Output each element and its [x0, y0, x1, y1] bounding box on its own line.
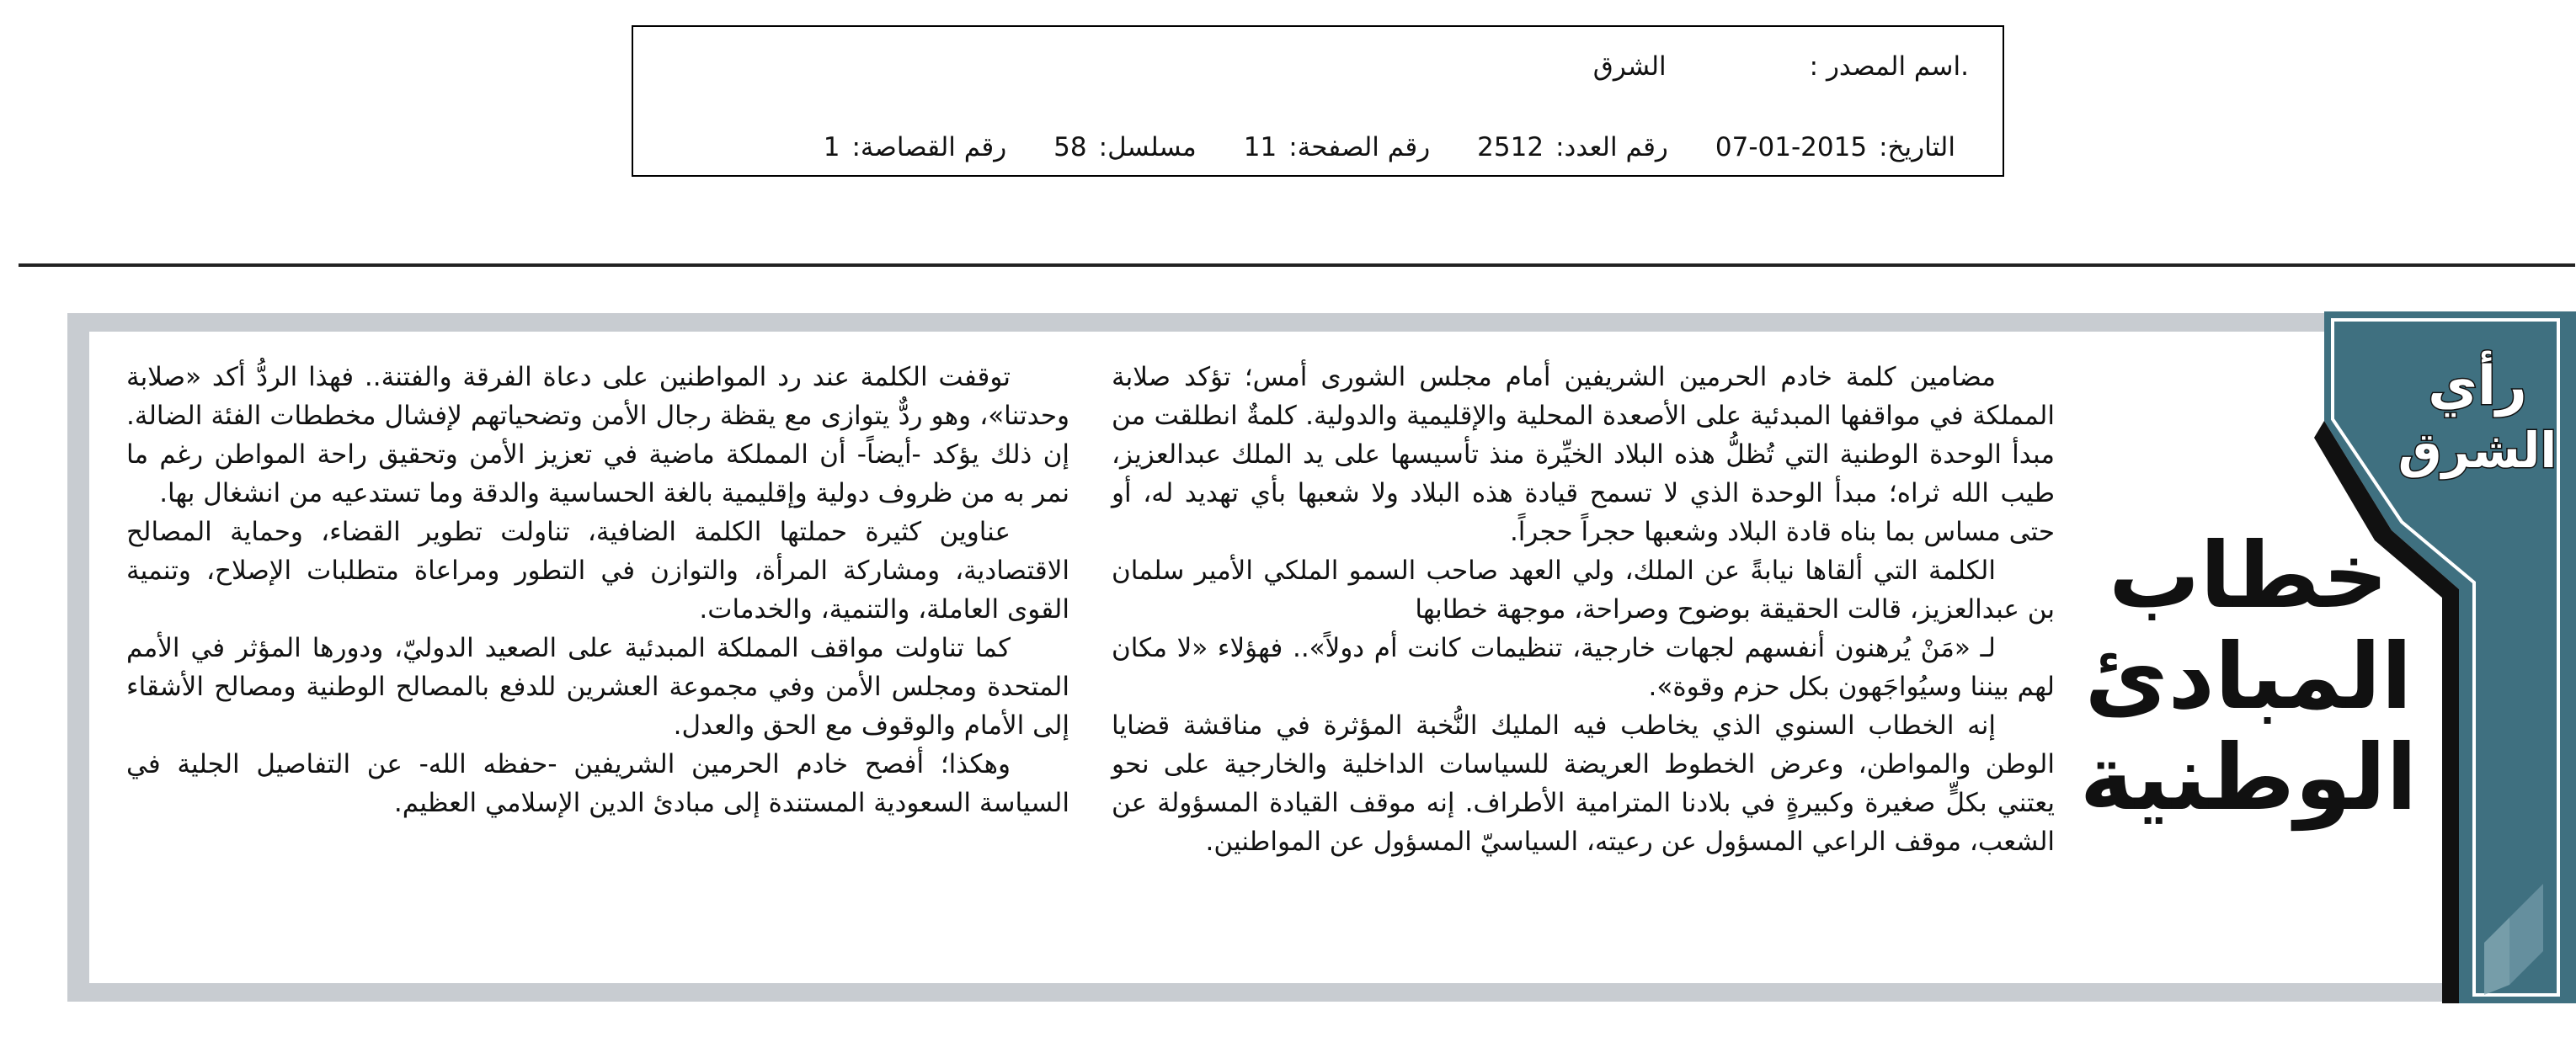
headline-line1: خطاب [2108, 524, 2389, 629]
source-label: .اسم المصدر : [1809, 51, 1969, 82]
serial-value: 58 [1053, 132, 1087, 162]
paragraph: كما تناولت مواقف المملكة المبدئية على الصعيد الدوليّ، ودورها المؤثر في الأمم المتحدة ومجلس الأمن وفي مجموعة العشرين للدفع بالمصالح الوطنية ومصالح الأشقاء إلى الأمام والوقوف مع الحق والعدل. [126, 633, 1069, 741]
paragraph: توقفت الكلمة عند رد المواطنين على دعاة الفرقة والفتنة.. فهذا الردُّ أكد «صلابة وحدتنا»، وهو ردٌّ يتوازى مع يقظة رجال الأمن وتضحياتهم لإفشال مخططات الفئة الضالة. إن ذلك يؤكد -أيضاً- أن المملكة ماضية في تعزيز الأمن وتحقيق راحة المواطن رغم ما نمر به من ظروف دولية وإقليمية بالغة الحساسية والدقة وما تستدعيه من انشغال بها. [126, 362, 1069, 508]
paragraph: إنه الخطاب السنوي الذي يخاطب فيه المليك النُّخبة المؤثرة في مناقشة قضايا الوطن والمواطن، وعرض الخطوط العريضة للسياسات الداخلية والخارجية على نحو يعتني بكلٍّ صغيرة وكبيرةٍ في بلادنا المترامية الأطراف. إنه موقف القيادة المسؤولة عن الشعب، موقف الراعي المسؤول عن رعيته، السياسيّ المسؤول عن المواطنين. [1112, 710, 2055, 857]
issue-value: 2512 [1477, 132, 1544, 162]
article-headline [2072, 526, 2425, 829]
paragraph: وهكذا؛ أفصح خادم الحرمين الشريفين -حفظه الله- عن التفاصيل الجلية في السياسة السعودية المستندة إلى مبادئ الدين الإسلامي العظيم. [126, 749, 1069, 818]
article-column-right [1112, 358, 2055, 861]
date-label: التاريخ: [1879, 132, 1955, 162]
issue-label: رقم العدد: [1555, 132, 1668, 162]
date-value: 2015-01-07 [1715, 132, 1868, 162]
paragraph: مضامين كلمة خادم الحرمين الشريفين أمام مجلس الشورى أمس؛ تؤكد صلابة المملكة في مواقفها المبدئية على الأصعدة المحلية والإقليمية والدولية. كلمةٌ انطلقت من مبدأ الوحدة الوطنية التي تُظلُّ هذه البلاد الخيِّرة منذ تأسيسها على يد الملك عبدالعزيز، طيب الله ثراه؛ مبدأ الوحدة الذي لا تسمح قيادة هذه البلاد ولا شعبها بأي تهديد له، أو حتى مساس بما بناه قادة البلاد وشعبها حجراً حجراً. [1112, 362, 2055, 547]
paragraph: عناوين كثيرة حملتها الكلمة الضافية، تناولت تطوير القضاء، وحماية المصالح الاقتصادية، ومشاركة المرأة، والتوازن في التطور ومراعاة متطلبات الإصلاح، وتنمية القوى العاملة، والتنمية، والخدمات. [126, 517, 1069, 625]
paragraph: الكلمة التي ألقاها نيابةً عن الملك، ولي العهد صاحب السمو الملكي الأمير سلمان بن عبدالعزيز، قالت الحقيقة بوضوح وصراحة، موجهة خطابها [1112, 556, 2055, 625]
issue-field [1477, 132, 1668, 162]
page-label: رقم الصفحة: [1288, 132, 1431, 162]
headline-line3: الوطنية [2079, 726, 2418, 831]
clip-value: 1 [823, 132, 840, 162]
banner-line1: رأي [2428, 355, 2527, 417]
horizontal-divider [19, 263, 2575, 267]
date-field [1715, 132, 1955, 162]
article-column-left [126, 358, 1069, 822]
source-meta-row [776, 126, 1955, 168]
clip-label: رقم القصاصة: [851, 132, 1007, 162]
banner-line2: الشرق [2397, 422, 2557, 479]
source-name: الشرق [1592, 51, 1667, 82]
clip-field [824, 132, 1006, 162]
headline-line2: المبادئ [2084, 625, 2413, 730]
source-info-box [632, 25, 2004, 177]
source-name-row [1593, 45, 1969, 88]
serial-label: مسلسل: [1098, 132, 1197, 162]
paragraph: لـ «مَنْ يُرهنون أنفسهم لجهات خارجية، تنظيمات كانت أم دولاً».. فهؤلاء «لا مكان لهم بيننا وسيُواجَهون بكل حزم وقوة». [1112, 633, 2055, 702]
page-value: 11 [1243, 132, 1277, 162]
serial-field [1053, 132, 1197, 162]
page-field [1244, 132, 1430, 162]
